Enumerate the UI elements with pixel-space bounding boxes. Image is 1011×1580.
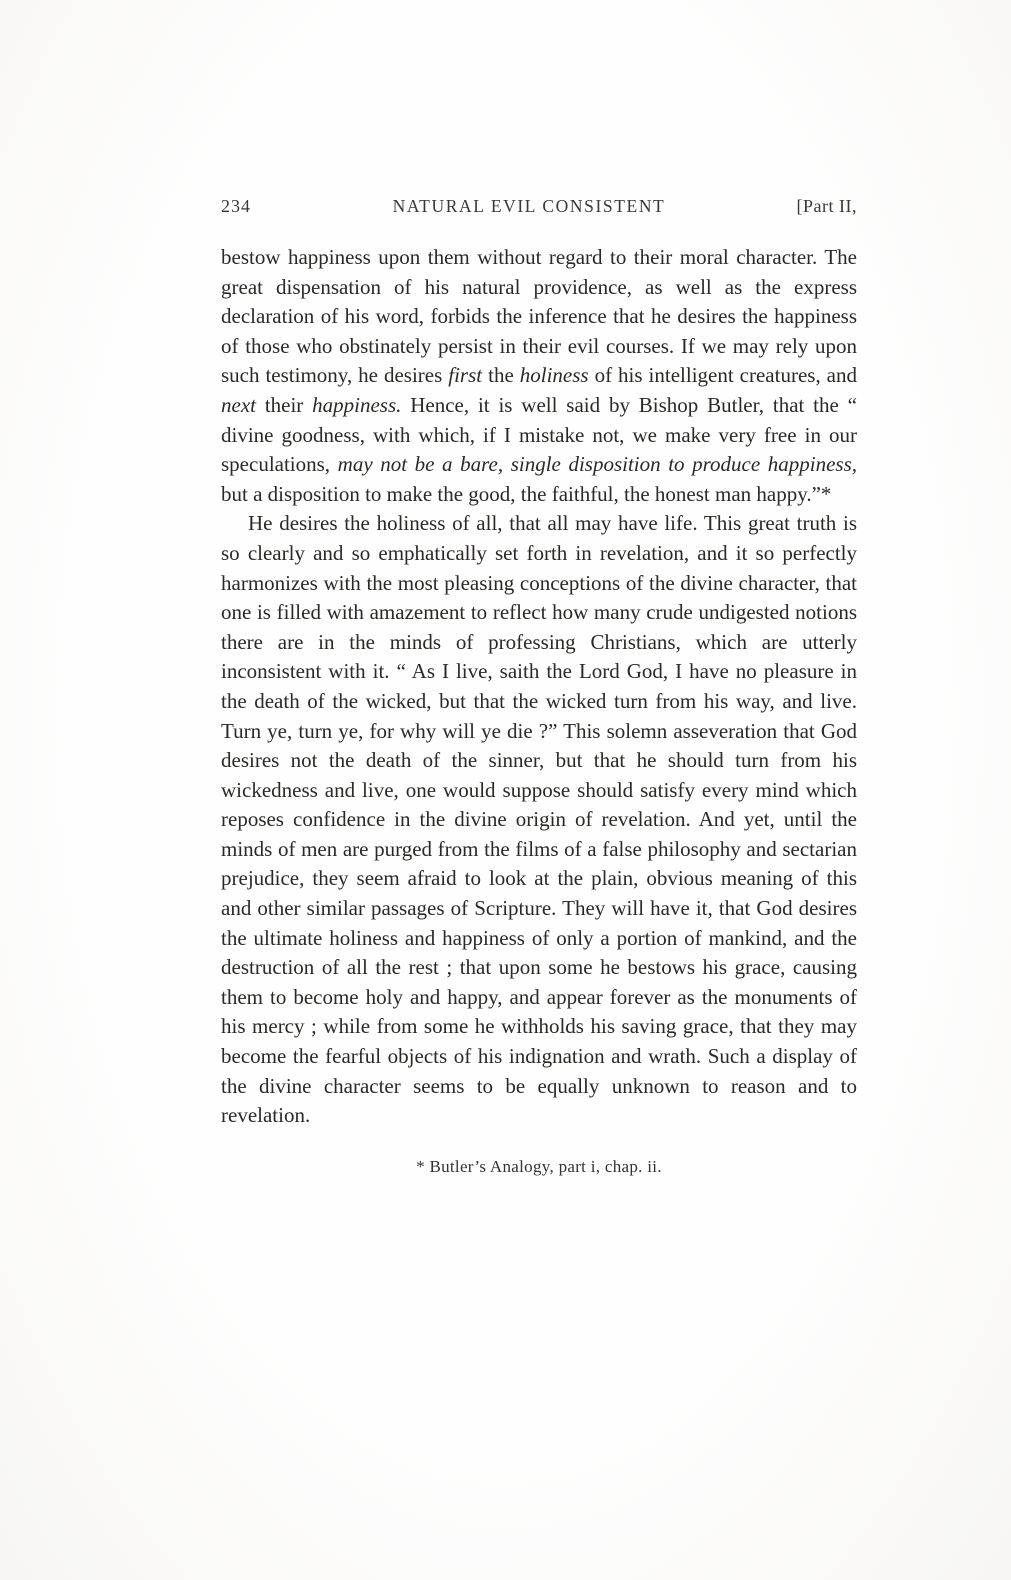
running-title: NATURAL EVIL CONSISTENT (392, 196, 666, 216)
italic-text: may not be a bare, single disposition to produce happiness, (337, 452, 857, 477)
body-text: but a disposition to make the good, the faithful, the honest man happy.”* (221, 481, 832, 506)
body-text: He desires the holiness of all, that all may have life. This great truth is so clearly and so emphatically set forth in revelation, and it so perfectly harmonizes with the most pleasing conceptions of the divine character, that one is filled with amazement to reflect how many crude undigested notions there are in the minds of professing Christians, which are utterly inconsistent with it. “ As I live, saith the Lord God, I have no pleasure in the death of the wicked, but that the wicked turn from his way, and live. Turn ye, turn ye, for why will ye die ?” This solemn asseveration that God desires not the death of the sinner, but that he should turn from his wickedness and live, one would suppose should satisfy every mind which reposes confidence in the divine origin of revelation. And yet, until the minds of men are purged from the films of a false philosophy and sectarian prejudice, they seem afraid to look at the plain, obvious meaning of this and other similar passages of Scripture. They will have it, that God desires the ultimate holiness and happiness of only a portion of mankind, and the destruction of all the rest ; that upon some he bestows his grace, causing them to become holy and happy, and appear forever as the monuments of his mercy ; while from some he withholds his saving grace, that they may become the fearful objects of his indignation and wrath. Such a display of the divine character seems to be equally unknown to reason and to revelation. (221, 511, 857, 1128)
footnote: * Butler’s Analogy, part i, chap. ii. (416, 1156, 662, 1176)
body-text: their (255, 392, 313, 417)
italic-text: holiness (519, 363, 589, 388)
page-number: 234 (221, 196, 251, 216)
italic-text: next (221, 392, 256, 417)
body-text: the (482, 363, 520, 388)
body-text: of his intelligent creatures, and (588, 363, 857, 388)
body-text: bestow happiness upon them without regard to their moral character. The great dispensation of his natural providence, as well as the express declaration of his word, forbids the inference that he desires the happiness of those who obstinately persist in their evil courses. If we may rely upon such testimony, he desires (221, 245, 857, 388)
paragraph (221, 509, 857, 1130)
italic-text: first (448, 363, 483, 388)
text-body (221, 243, 857, 1131)
body-text: Hence, it is well said by Bishop Butler, that the “ divine goodness, with which, if I mistake not, we make very free in our speculations, (221, 392, 857, 477)
page-content (221, 196, 857, 1177)
part-label: [Part II, (796, 196, 857, 216)
italic-text: happiness. (312, 392, 402, 417)
paragraph (221, 243, 857, 509)
page-header (221, 196, 857, 217)
